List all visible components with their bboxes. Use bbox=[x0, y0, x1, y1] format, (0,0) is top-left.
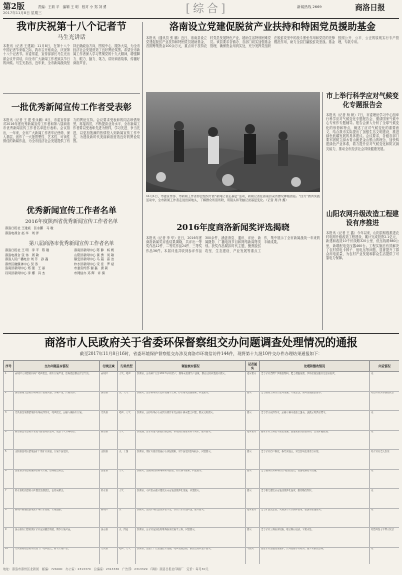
table-cell: 经调查，小区底商部分餐饮店未安装油烟净化设施，问题属实。 bbox=[136, 489, 246, 509]
table-cell: 丹凤县 bbox=[100, 547, 118, 564]
table-row bbox=[4, 411, 400, 431]
column-divider bbox=[142, 22, 143, 330]
table-header-cell: 行政区域 bbox=[100, 361, 118, 372]
table-cell: 对镇环保专干警示谈话 bbox=[370, 528, 400, 548]
table-cell: 对企业负责人约谈 bbox=[370, 450, 400, 470]
roster-entry: 市委宣传部 谢 磊 唐 颖 bbox=[74, 266, 108, 271]
headline-science: 市上举行科学应对气候变化专题报告会 bbox=[326, 92, 399, 109]
table-header-cell: 交办问题基本情况 bbox=[14, 361, 100, 372]
table-cell: 商南县 bbox=[100, 430, 118, 450]
table-cell: 商州区 bbox=[100, 508, 118, 528]
table-cell: 经监测，该企业废气排放指标达标，但无组织排放管控不到位，部分属实。 bbox=[136, 430, 246, 450]
table-cell: 责令扩建沉淀池，实现洗车污水循环使用，街道办加强监管。 bbox=[260, 508, 370, 528]
table-cell: 无 bbox=[370, 508, 400, 528]
table-cell: 无 bbox=[370, 547, 400, 564]
article-party-fund bbox=[146, 22, 399, 100]
notice-table-wrap bbox=[3, 360, 399, 564]
notice-block bbox=[3, 336, 399, 357]
table-cell: 5 bbox=[4, 450, 14, 470]
roster-entry: 丹凤县新闻中心 李 娜 冯 杰 bbox=[5, 270, 46, 275]
table-cell: 属实 bbox=[246, 469, 260, 489]
article-science bbox=[326, 92, 399, 201]
table-cell: 柞水县 bbox=[100, 489, 118, 509]
article-roster bbox=[3, 205, 140, 312]
roster-entry: 商南县新闻中心 陈 静 杨 帆 bbox=[74, 248, 115, 252]
roster-entry: 商洛电视台 赵 华 刘 洋 bbox=[5, 230, 39, 235]
table-cell: 部分属实 bbox=[246, 508, 260, 528]
roster-entry: 商洛日报社 王建斌 张永鹏 马 骏 bbox=[5, 226, 54, 230]
table-cell: 大气 bbox=[118, 469, 136, 489]
table-cell: 丹凤县 bbox=[100, 411, 118, 431]
table-cell: 属实 bbox=[246, 450, 260, 470]
table-cell: 大气 bbox=[118, 489, 136, 509]
table-cell: 洛南县 bbox=[100, 391, 118, 411]
table-cell: 经调查，该企业废渣临时堆场防渗措施不完善，问题属实。 bbox=[136, 528, 246, 548]
table-row bbox=[4, 489, 400, 509]
article-engineering bbox=[326, 210, 399, 323]
roster-list-b bbox=[3, 248, 140, 312]
table-cell: 属实 bbox=[246, 391, 260, 411]
newspaper-logo: 商洛日报 bbox=[355, 3, 385, 12]
news-photo bbox=[146, 92, 320, 192]
table-cell: 无 bbox=[370, 469, 400, 489]
body-awards: 本报讯（记者 李 华）近日，2016年度商洛新闻奖评选结果揭晓，共评出一等奖作品12件、二等奖作品24件、三等奖作品36件。本届评选共收到参评作品300余件，涵盖消息、通讯、评论、新闻摄影、广播电视节目和网络新闻等类别。获奖作品紧扣时代主题，聚焦脱贫攻坚、生态建设、产业发展等重点工作，集中展示了全市新闻战线一年来的丰硕成果。 bbox=[146, 236, 320, 253]
table-cell: 柞水县乾佑镇某小区餐饮油烟扰民，长期未解决。 bbox=[14, 489, 100, 509]
table-cell: 督促企业加强设备维护，合理安排作业时间，减少对群众影响。 bbox=[260, 547, 370, 564]
table-cell: 镇安县永乐镇某搅拌站粉尘污染，影响附近居民。 bbox=[14, 469, 100, 489]
table-cell: 责令搅拌站对料场进行全封闭改造，安装喷淋降尘设施。 bbox=[260, 469, 370, 489]
table-cell: 要求企业完善集气收集设施，加强无组织排放管控，定期开展监测。 bbox=[260, 430, 370, 450]
headline-roster: 优秀新闻宣传工作者名单 bbox=[26, 205, 117, 215]
subhead-notice: 截至2017年11月8日16时，省委环境保护督察组交办涉及商洛市环境信访件144件，现将第十九批10件交办件办理结果通报如下： bbox=[79, 351, 323, 356]
table-header-cell: 问责情况 bbox=[370, 361, 400, 372]
footer-info: 地址：商洛市商州区北新街 邮编：726000 办公室：2313370 总编室：2313336 广告部：2313329 印刷：商洛日报社印刷厂 定价：每月30元 bbox=[3, 567, 209, 571]
table-cell: 责令企业完善防渗设施，规范堆存废渣，立案查处。 bbox=[260, 528, 370, 548]
table-cell: 经调查，尾矿库排洪设施存在渗漏现象，对下游农田影响较小，问题属实。 bbox=[136, 450, 246, 470]
table-cell: 无 bbox=[370, 372, 400, 392]
section-label: 综合 bbox=[193, 2, 221, 15]
table-cell: 洛南县石门镇某钒矿企业废渣随意堆放，雨季污染河流。 bbox=[14, 528, 100, 548]
roster-entry: 山阳县新闻中心 黄 勇 何 敏 bbox=[74, 252, 115, 257]
table-cell: 山阳县 bbox=[100, 450, 118, 470]
table-header-cell: 是否属实 bbox=[246, 361, 260, 372]
table-cell: 责令停止夜间作业，运输车辆全部加盖篷布，道路定时洒水降尘。 bbox=[260, 411, 370, 431]
roster-entry: 商州区融媒体中心 吴 涛 bbox=[5, 261, 38, 266]
headline-notice: 商洛市人民政府关于省委环保督察组交办问题调查处理情况的通报 bbox=[44, 336, 358, 349]
table-header-cell: 调查核实情况 bbox=[136, 361, 246, 372]
table-cell: 4 bbox=[4, 430, 14, 450]
table-cell: 7 bbox=[4, 489, 14, 509]
table-cell: 经调查，该石料厂已于2017年4月停产，现场未发现生产迹象，群众反映问题部分属实。 bbox=[136, 372, 246, 392]
table-cell: 山阳县高坝店镇某选矿厂尾矿库渗漏，污染下游农田。 bbox=[14, 450, 100, 470]
body-journalist-day: 本报讯（记者 王建斌）11月8日，在第十八个中国记者节来临之际，我市召开座谈会，庆祝第十八个记者节。市委常委、宣传部部长马生光出席会议并讲话，向全市广大新闻工作者致以节日的问候。马生光指出，近年来，全市新闻战线坚持正确政治方向，围绕中心、服务大局，为全市经济社会发展营造了良好舆论氛围。希望全市新闻工作者深入学习贯彻党的十九大精神，增强脚力、眼力、脑力、笔力，讲好商洛故事，传播好商洛声音。 bbox=[3, 44, 140, 65]
table-cell: 大气 bbox=[118, 430, 136, 450]
table-cell: 水、大气 bbox=[118, 391, 136, 411]
table-cell: 属实 bbox=[246, 528, 260, 548]
page-number: 第2版 bbox=[3, 1, 25, 11]
headline-honors: 一批优秀新闻宣传工作者受表彰 bbox=[11, 103, 132, 113]
table-cell: 8 bbox=[4, 508, 14, 528]
roster-entry: 商洛日报社 王 明 李 平 陈 刚 bbox=[5, 248, 50, 252]
issue-date: 2017年11月8日 星期三 bbox=[3, 11, 42, 15]
table-cell: 无 bbox=[370, 411, 400, 431]
table-header-cell: 处理和整改情况 bbox=[260, 361, 370, 372]
table-cell: 10 bbox=[4, 547, 14, 564]
table-cell: 部分属实 bbox=[246, 430, 260, 450]
table-cell: 洛南县 bbox=[100, 528, 118, 548]
table-cell: 部分属实 bbox=[246, 372, 260, 392]
table-cell: 责令企业清理厂区堆放物料，覆盖裸露地面，区环保局加强日常巡查监管。 bbox=[260, 372, 370, 392]
table-cell: 丹凤县龙驹寨镇某砂石场夜间作业，噪声扰民，运输车辆扬尘污染。 bbox=[14, 411, 100, 431]
table-cell: 经调查，该加工厂已安装除尘设施，噪声监测达标，群众反映问题不属实。 bbox=[136, 547, 246, 564]
table-cell: 洛南县城关镇某养殖场粪污直排河道，臭味严重，污染水体。 bbox=[14, 391, 100, 411]
table-cell: 经核实，该养殖场粪污处理设施不完善，存在雨天溢流现象，问题属实。 bbox=[136, 391, 246, 411]
header-rule bbox=[3, 18, 399, 19]
table-cell: 2 bbox=[4, 391, 14, 411]
roster-entry: 商洛人民广播电台 刘 芳 孙 磊 bbox=[5, 257, 49, 262]
table-cell: 3 bbox=[4, 411, 14, 431]
notice-table bbox=[3, 360, 399, 564]
table-cell: 商州区 bbox=[100, 372, 118, 392]
headline-engineering: 山阳农网升级改造工程建设有序推进 bbox=[326, 210, 399, 227]
roster-list-a-title: 2016年度陕西省优秀新闻宣传工作者名单 bbox=[25, 219, 118, 225]
table-cell: 商州区陈塬街道某洗车场污水直排，污染道路。 bbox=[14, 508, 100, 528]
table-row bbox=[4, 469, 400, 489]
table-cell: 经核实，该搅拌站物料堆场未全封闭，存在扬尘现象，问题属实。 bbox=[136, 469, 246, 489]
table-row bbox=[4, 372, 400, 392]
table-cell: 无 bbox=[370, 430, 400, 450]
table-cell: 噪声、大气 bbox=[118, 547, 136, 564]
article-awards bbox=[146, 222, 320, 316]
roster-entry: 镇安县新闻中心 马 超 高 洁 bbox=[74, 257, 115, 262]
headline-awards: 2016年度商洛新闻奖评选揭晓 bbox=[176, 222, 290, 232]
body-honors: 本报讯（记者 王 建 张永鹏）8日，市委宣传部对2016年度优秀新闻宣传工作者和第八届商洛市优秀新闻宣传工作者名单进行表彰。会议指出，一年来，全市广大新闻工作者牢记使命，深入基层，创作了一大批思想性、艺术性、可读性俱佳的新闻作品，为全市经济社会发展提供了有力的舆论支持。会议要求受表彰的同志珍惜荣誉，再接再厉，不断提高业务水平，全市新闻工作者要以受表彰先进为榜样，学习先进、争当先进，以更加饱满的热情投入到新闻宣传工作中去，为建设新时代美丽商洛营造良好的舆论氛围。 bbox=[3, 118, 140, 144]
roster-entry: 商洛电视台 张 伟 周 敏 bbox=[5, 252, 39, 257]
table-cell: 9 bbox=[4, 528, 14, 548]
table-cell: 经调查，该砂石场存在夜间违规作业及运输车辆未覆盖问题，群众反映属实。 bbox=[136, 411, 246, 431]
column-divider-right bbox=[322, 92, 323, 330]
table-cell: 责令相关餐饮店安装油烟净化装置，限期整改到位。 bbox=[260, 489, 370, 509]
table-cell: 大气、噪声 bbox=[118, 372, 136, 392]
roster-entry: 市网信办 邓 辉 许 倩 bbox=[74, 270, 105, 275]
body-science: 本报讯（记者 杨 帆）7日，市委理论学习中心组举行科学应对气候变化专题报告会，邀请国家气候中心专家作专题辅导。报告会深入分析了全球气候变化的形势和特点，阐述了应对气候变化的重要意义，结合我市实际提出了加强生态文明建设、推进绿色低碳发展的具体建议。会议要求，各级各部门要牢固树立绿水青山就是金山银山的理念，加快构建绿色产业体系，着力提升应对气候变化和防灾减灾能力，推动全市经济社会持续健康发展。 bbox=[326, 113, 399, 151]
table-cell: 镇安县 bbox=[100, 469, 118, 489]
roster-entry: 柞水县新闻中心 宋 佳 罗 斌 bbox=[74, 261, 115, 266]
headline-party-fund: 洛南设立党建促脱贫产业扶持和特困党员援助基金 bbox=[169, 22, 376, 33]
section-title: [综合] bbox=[185, 2, 229, 15]
table-row bbox=[4, 391, 400, 411]
notice-rule bbox=[3, 333, 399, 334]
table-cell: 水、固废 bbox=[118, 528, 136, 548]
table-cell: 责令企业停产整改，修复渗漏点，对受影响农田进行补偿。 bbox=[260, 450, 370, 470]
article-journalist-day bbox=[3, 22, 140, 91]
table-cell: 无 bbox=[370, 489, 400, 509]
table-cell: 不属实 bbox=[246, 547, 260, 564]
subhead-journalist-day: 马生光讲话 bbox=[57, 35, 86, 41]
roster-entry: 洛南县新闻中心 郑 强 王 丽 bbox=[5, 266, 46, 271]
table-cell: 责令限期完善粪污处理设施，立案处罚，县环保局跟踪督办。 bbox=[260, 391, 370, 411]
table-cell: 水 bbox=[118, 508, 136, 528]
photo-caption: 11月1日，市委宣传部、市新闻工作者协会组织开展“新闻记者走基层”活动，新闻记者在商南县采访群众种植香菇。“四力”教育实践活动中，全市新闻工作者走进田间地头，了解群众所思所盼，用镜头和笔触记录基层变化。（记者 周 洋 摄） bbox=[146, 195, 320, 202]
table-cell: 丹凤县棣花镇某木材加工厂噪声扰民，粉尘污染严重。 bbox=[14, 547, 100, 564]
roster-list-a bbox=[3, 226, 140, 236]
table-cell: 噪声、大气 bbox=[118, 411, 136, 431]
article-honors bbox=[3, 103, 140, 203]
table-row bbox=[4, 508, 400, 528]
body-engineering: 本报讯（记者 王 鑫）今年以来，山阳县积极推进农村电网升级改造工程建设，累计完成投资2.1亿元，新建和改造10千伏线路320公里、低压线路860公里，新增配电变压器460台。工程实施后有效解决了农村供电卡脖子、低电压等问题，显著提升了群众用电质量，为农村产业发展和群众生活提供了可靠电力保障。 bbox=[326, 231, 399, 261]
table-cell: 经核实，该洗车场沉淀池容量不足，存在污水外溢问题，部分属实。 bbox=[136, 508, 246, 528]
headline-journalist-day: 我市庆祝第十八个记者节 bbox=[16, 22, 127, 33]
table-cell: 属实 bbox=[246, 489, 260, 509]
editor-credits: 责编：王莉 平 编辑 王 明 校对 小 郑 刘 勇 bbox=[38, 5, 107, 9]
table-cell: 水、土壤 bbox=[118, 450, 136, 470]
table-cell: 对镇分管领导诫勉谈话 bbox=[370, 391, 400, 411]
table-cell: 1 bbox=[4, 372, 14, 392]
table-header-cell: 污染类型 bbox=[118, 361, 136, 372]
table-row bbox=[4, 450, 400, 470]
section-rule bbox=[3, 93, 140, 94]
table-cell: 商州区大荆镇某石料厂噪声扰民、粉尘污染严重，影响周边群众正常生活。 bbox=[14, 372, 100, 392]
edition-info: 新闻热线 2669 bbox=[297, 5, 322, 9]
table-row bbox=[4, 547, 400, 564]
table-cell: 商南县富水镇某企业废气排放未经处理，周边空气异味明显。 bbox=[14, 430, 100, 450]
table-row bbox=[4, 430, 400, 450]
body-party-fund: 本报讯（通讯员 张 鹏）近日，洛南县设立党建促脱贫产业扶持和特困党员援助基金，首期筹集资金100余万元，重点用于扶持农村党员发展特色产业，援助生活特别困难党员。该县要求各镇办、各部门切实加强基金管理，确保资金用到实处，充分发挥党组织在脱贫攻坚中的战斗堡垒作用和党员的先锋模范作用，助力全县打赢脱贫攻坚战。基金按照公开、公平、公正的原则实行专户管理，专款专用。 bbox=[146, 36, 399, 49]
table-row bbox=[4, 528, 400, 548]
table-cell: 6 bbox=[4, 469, 14, 489]
table-header-cell: 序号 bbox=[4, 361, 14, 372]
roster-list-b-title: 第八届商洛市优秀新闻宣传工作者名单 bbox=[28, 241, 114, 247]
table-cell: 属实 bbox=[246, 411, 260, 431]
